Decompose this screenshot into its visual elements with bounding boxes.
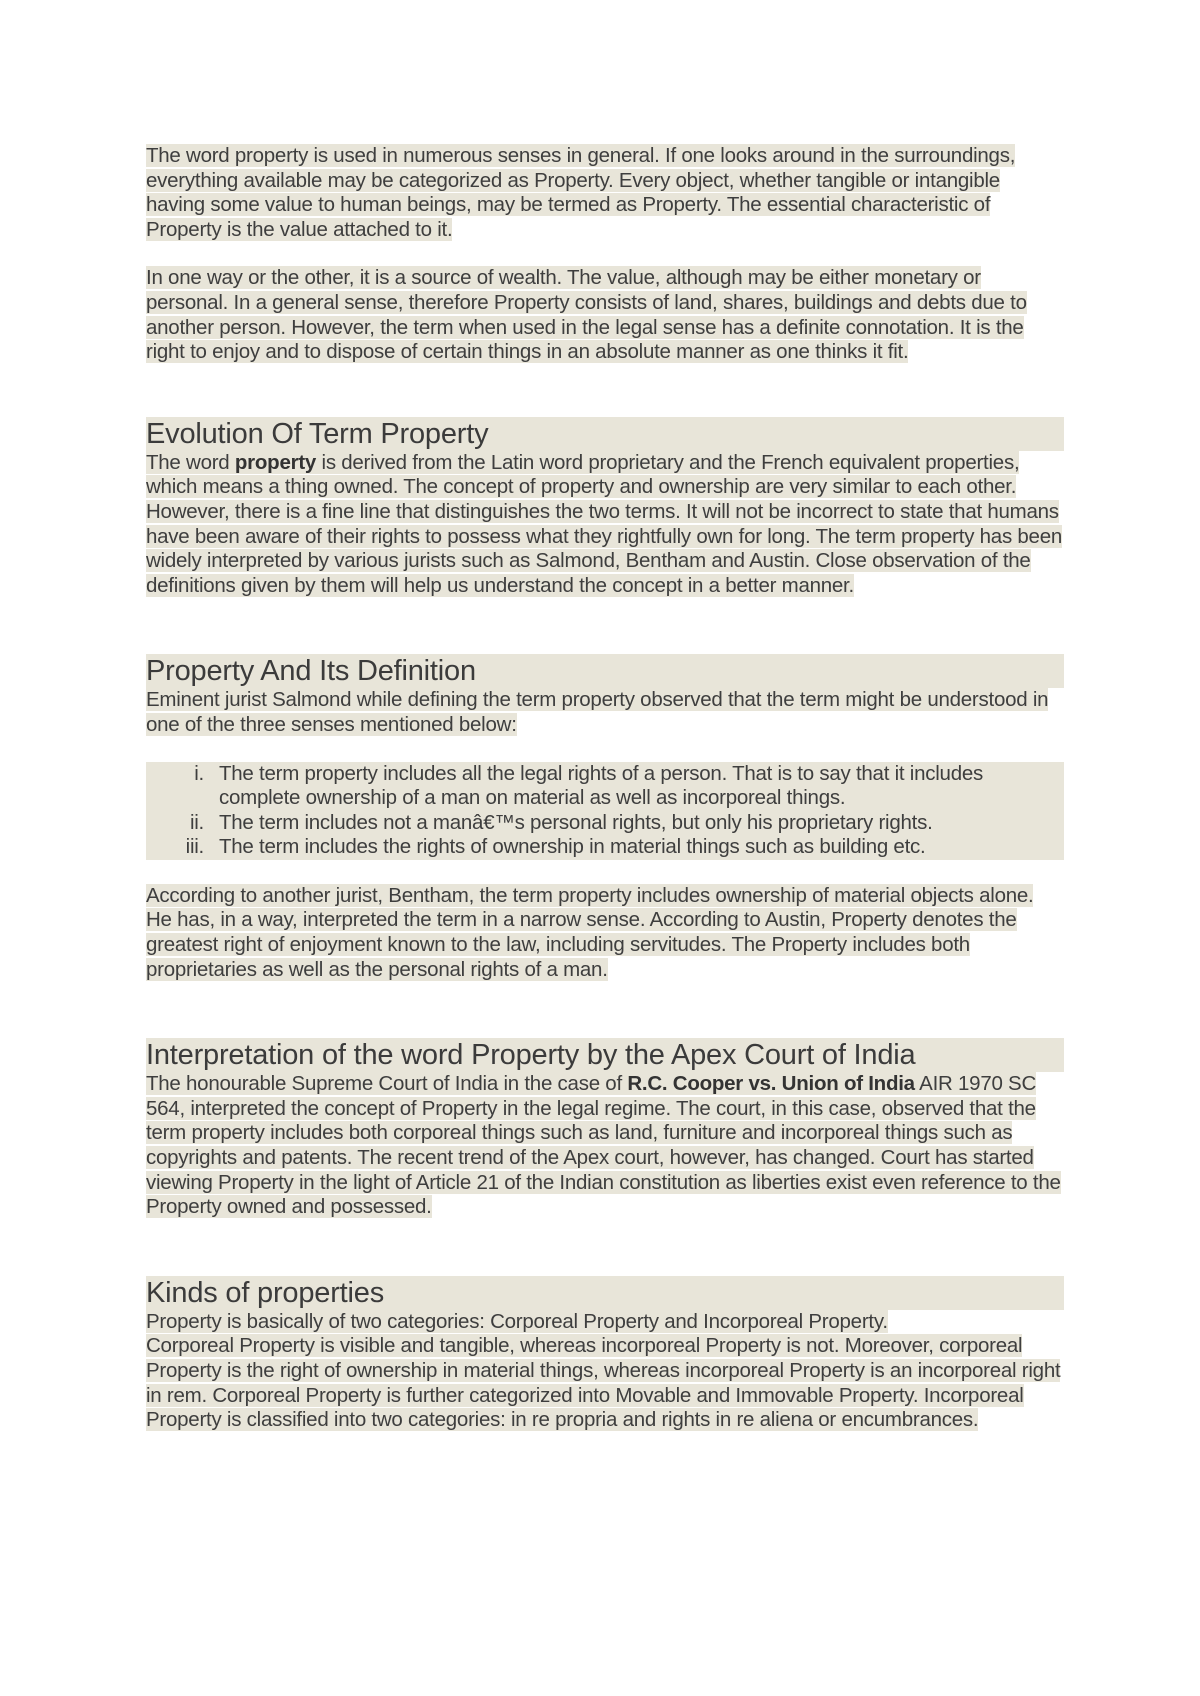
section-apex-court — [146, 1038, 1064, 1220]
definition-intro — [146, 688, 1064, 737]
intro-paragraph-2 — [146, 266, 1064, 364]
apex-case-name: R.C. Cooper vs. Union of India — [627, 1072, 915, 1096]
section-heading-evolution: Evolution Of Term Property — [146, 417, 1064, 451]
list-item-number: i. — [194, 761, 204, 785]
kinds-body-text: Corporeal Property is visible and tangible, whereas incorporeal Property is not. Moreover, corporeal Property is the right of ownership in material things, whereas incorporeal Property is an incorporeal right in rem. Corporeal Property is further categorized into Movable and Immovable Property. Incorporeal Property is classified into two categories: in re propria and rights in re aliena or encumbrances. — [146, 1334, 1061, 1432]
definition-intro-text: Eminent jurist Salmond while defining the term property observed that the term might be understood in one of the three senses mentioned below: — [146, 688, 1049, 736]
senses-list — [146, 762, 1064, 860]
document-page — [146, 144, 1064, 1433]
section-evolution — [146, 417, 1064, 599]
kinds-line-1-text: Property is basically of two categories: Corporeal Property and Incorporeal Property. — [146, 1309, 888, 1333]
list-item-number: ii. — [189, 810, 204, 834]
section-kinds — [146, 1276, 1064, 1433]
list-item-text: The term property includes all the legal rights of a person. That is to say that it includes complete ownership of a man on material as well as incorporeal things. — [219, 761, 983, 810]
list-item — [146, 762, 1064, 811]
kinds-body — [146, 1334, 1064, 1432]
kinds-line-1 — [146, 1310, 1064, 1335]
section-definition — [146, 654, 1064, 982]
definition-after-paragraph — [146, 884, 1064, 982]
list-item-number: iii. — [185, 835, 204, 859]
intro-paragraph-1 — [146, 144, 1064, 242]
apex-text-pre: The honourable Supreme Court of India in the case of — [146, 1072, 628, 1096]
intro-paragraph-2-text: In one way or the other, it is a source of wealth. The value, although may be either monetary or personal. In a general sense, therefore Property consists of land, shares, buildings and debts due to another person. However, the term when used in the legal sense has a definite connotation. It is the right to enjoy and to dispose of certain things in an absolute manner as one thinks it fit. — [146, 266, 1027, 364]
evolution-text-pre: The word — [146, 450, 235, 474]
apex-paragraph — [146, 1072, 1064, 1220]
evolution-paragraph — [146, 451, 1064, 599]
evolution-text-post: is derived from the Latin word proprietary and the French equivalent properties, which means a thing owned. The concept of property and ownership are very similar to each other. However, there is a fine line that distinguishes the two terms. It will not be incorrect to state that humans have been aware of their rights to possess what they rightfully own for long. The term property has been widely interpreted by various jurists such as Salmond, Bentham and Austin. Close observation of the definitions given by them will help us understand the concept in a better manner. — [146, 450, 1062, 597]
section-heading-kinds: Kinds of properties — [146, 1276, 1064, 1310]
intro-paragraph-1-text: The word property is used in numerous senses in general. If one looks around in the surroundings, everything available may be categorized as Property. Every object, whether tangible or intangible having some value to human beings, may be termed as Property. The essential characteristic of Property is the value attached to it. — [146, 144, 1016, 241]
definition-after-text: According to another jurist, Bentham, the term property includes ownership of material objects alone. He has, in a way, interpreted the term in a narrow sense. According to Austin, Property denotes the greatest right of enjoyment known to the law, including servitudes. The Property includes both proprietaries as well as the personal rights of a man. — [146, 883, 1034, 981]
list-item-text: The term includes the rights of ownership in material things such as building etc. — [219, 835, 926, 859]
section-heading-apex-court: Interpretation of the word Property by the Apex Court of India — [146, 1038, 1064, 1072]
list-item — [146, 835, 1064, 860]
apex-text-post: AIR 1970 SC 564, interpreted the concept of Property in the legal regime. The court, in this case, observed that the term property includes both corporeal things such as land, furniture and incorporeal things such as copyrights and patents. The recent trend of the Apex court, however, has changed. Court has started viewing Property in the light of Article 21 of the Indian constitution as liberties exist even reference to the Property owned and possessed. — [146, 1072, 1061, 1219]
list-item-text: The term includes not a manâ€™s personal rights, but only his proprietary rights. — [219, 810, 933, 834]
section-heading-definition: Property And Its Definition — [146, 654, 1064, 688]
evolution-bold-term: property — [234, 450, 317, 474]
list-item — [146, 811, 1064, 836]
